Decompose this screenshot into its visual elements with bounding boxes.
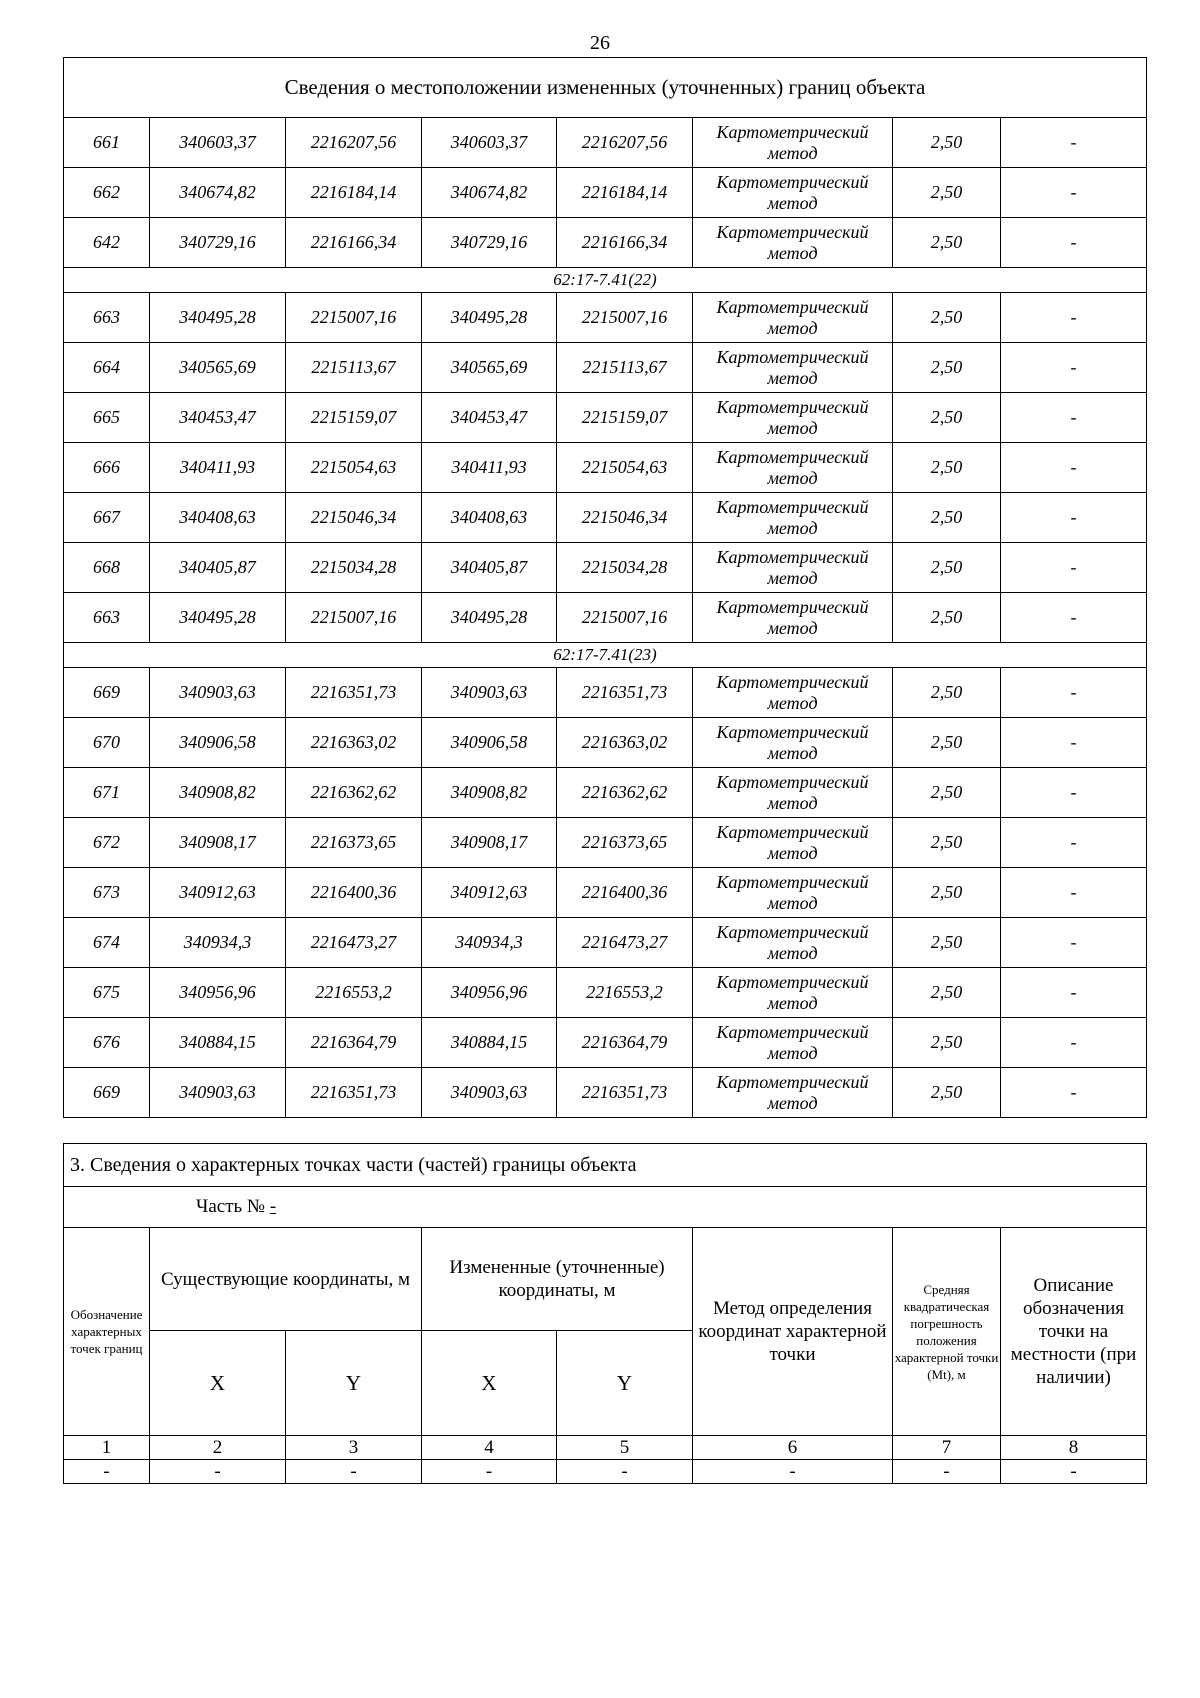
changed-x-cell: 340729,16 <box>422 218 557 268</box>
changed-y-cell: 2215007,16 <box>557 293 693 343</box>
mt-value-cell: 2,50 <box>893 218 1001 268</box>
empty-cell: - <box>557 1460 693 1484</box>
existing-x-cell: 340908,82 <box>150 768 286 818</box>
mt-value-cell: 2,50 <box>893 543 1001 593</box>
point-number-cell: 668 <box>64 543 150 593</box>
existing-y-cell: 2216362,62 <box>286 768 422 818</box>
column-number-row <box>64 1436 1147 1460</box>
description-cell: - <box>1001 968 1147 1018</box>
mt-value-cell: 2,50 <box>893 343 1001 393</box>
description-cell: - <box>1001 218 1147 268</box>
empty-cell: - <box>422 1460 557 1484</box>
group-header-row <box>64 643 1147 668</box>
changed-x-cell: 340408,63 <box>422 493 557 543</box>
table-row <box>64 443 1147 493</box>
changed-y-cell: 2215007,16 <box>557 593 693 643</box>
description-cell: - <box>1001 768 1147 818</box>
changed-y-cell: 2216351,73 <box>557 1068 693 1118</box>
method-cell: Картометрический метод <box>693 868 893 918</box>
table-row <box>64 168 1147 218</box>
point-number-cell: 670 <box>64 718 150 768</box>
mt-value-cell: 2,50 <box>893 1018 1001 1068</box>
mt-value-cell: 2,50 <box>893 668 1001 718</box>
method-cell: Картометрический метод <box>693 593 893 643</box>
changed-x-cell: 340674,82 <box>422 168 557 218</box>
changed-y-cell: 2215054,63 <box>557 443 693 493</box>
changed-x-cell: 340453,47 <box>422 393 557 443</box>
mt-value-cell: 2,50 <box>893 393 1001 443</box>
header-existing-y: Y <box>286 1331 422 1436</box>
table-row <box>64 818 1147 868</box>
point-number-cell: 663 <box>64 593 150 643</box>
changed-x-cell: 340908,82 <box>422 768 557 818</box>
changed-y-cell: 2216364,79 <box>557 1018 693 1068</box>
existing-x-cell: 340906,58 <box>150 718 286 768</box>
header-changed-coords: Измененные (уточненные) координаты, м <box>422 1228 693 1331</box>
table-row <box>64 343 1147 393</box>
method-cell: Картометрический метод <box>693 668 893 718</box>
table-row <box>64 868 1147 918</box>
table-row <box>64 118 1147 168</box>
point-number-cell: 671 <box>64 768 150 818</box>
part-points-table <box>63 1143 1147 1484</box>
method-cell: Картометрический метод <box>693 168 893 218</box>
point-number-cell: 642 <box>64 218 150 268</box>
changed-y-cell: 2216473,27 <box>557 918 693 968</box>
table-row <box>64 768 1147 818</box>
mt-value-cell: 2,50 <box>893 918 1001 968</box>
boundary-coordinates-table <box>63 57 1147 1118</box>
changed-x-cell: 340495,28 <box>422 593 557 643</box>
point-number-cell: 665 <box>64 393 150 443</box>
header-changed-x: X <box>422 1331 557 1436</box>
point-number-cell: 661 <box>64 118 150 168</box>
section-3-title: 3. Сведения о характерных точках части (частей) границы объекта <box>64 1144 1147 1187</box>
changed-y-cell: 2216351,73 <box>557 668 693 718</box>
mt-value-cell: 2,50 <box>893 968 1001 1018</box>
description-cell: - <box>1001 593 1147 643</box>
method-cell: Картометрический метод <box>693 118 893 168</box>
existing-y-cell: 2216373,65 <box>286 818 422 868</box>
empty-cell: - <box>693 1460 893 1484</box>
changed-x-cell: 340908,17 <box>422 818 557 868</box>
description-cell: - <box>1001 543 1147 593</box>
existing-y-cell: 2215054,63 <box>286 443 422 493</box>
empty-cell: - <box>64 1460 150 1484</box>
mt-value-cell: 2,50 <box>893 868 1001 918</box>
mt-value-cell: 2,50 <box>893 493 1001 543</box>
changed-y-cell: 2216362,62 <box>557 768 693 818</box>
mt-value-cell: 2,50 <box>893 168 1001 218</box>
description-cell: - <box>1001 1018 1147 1068</box>
mt-value-cell: 2,50 <box>893 293 1001 343</box>
table-row <box>64 393 1147 443</box>
column-number: 6 <box>693 1436 893 1460</box>
description-cell: - <box>1001 443 1147 493</box>
changed-x-cell: 340495,28 <box>422 293 557 343</box>
empty-data-row <box>64 1460 1147 1484</box>
existing-x-cell: 340674,82 <box>150 168 286 218</box>
existing-x-cell: 340405,87 <box>150 543 286 593</box>
description-cell: - <box>1001 293 1147 343</box>
changed-y-cell: 2216207,56 <box>557 118 693 168</box>
existing-y-cell: 2215007,16 <box>286 293 422 343</box>
table-title: Сведения о местоположении измененных (уточненных) границ объекта <box>64 58 1147 118</box>
method-cell: Картометрический метод <box>693 718 893 768</box>
changed-x-cell: 340912,63 <box>422 868 557 918</box>
existing-x-cell: 340903,63 <box>150 668 286 718</box>
mt-value-cell: 2,50 <box>893 818 1001 868</box>
point-number-cell: 669 <box>64 668 150 718</box>
description-cell: - <box>1001 168 1147 218</box>
changed-x-cell: 340603,37 <box>422 118 557 168</box>
existing-x-cell: 340411,93 <box>150 443 286 493</box>
column-number: 4 <box>422 1436 557 1460</box>
existing-x-cell: 340912,63 <box>150 868 286 918</box>
table-row <box>64 918 1147 968</box>
method-cell: Картометрический метод <box>693 768 893 818</box>
part-value: - <box>269 1196 277 1217</box>
existing-y-cell: 2215034,28 <box>286 543 422 593</box>
empty-cell: - <box>286 1460 422 1484</box>
mt-value-cell: 2,50 <box>893 768 1001 818</box>
existing-y-cell: 2215159,07 <box>286 393 422 443</box>
changed-y-cell: 2216363,02 <box>557 718 693 768</box>
method-cell: Картометрический метод <box>693 918 893 968</box>
changed-y-cell: 2216166,34 <box>557 218 693 268</box>
description-cell: - <box>1001 1068 1147 1118</box>
description-cell: - <box>1001 343 1147 393</box>
mt-value-cell: 2,50 <box>893 443 1001 493</box>
column-number: 7 <box>893 1436 1001 1460</box>
changed-y-cell: 2216373,65 <box>557 818 693 868</box>
mt-value-cell: 2,50 <box>893 118 1001 168</box>
group-label: 62:17-7.41(23) <box>64 643 1147 668</box>
existing-y-cell: 2216351,73 <box>286 668 422 718</box>
part-number-row <box>64 1187 1147 1228</box>
table-row <box>64 718 1147 768</box>
existing-x-cell: 340934,3 <box>150 918 286 968</box>
header-changed-y: Y <box>557 1331 693 1436</box>
changed-x-cell: 340405,87 <box>422 543 557 593</box>
description-cell: - <box>1001 918 1147 968</box>
table-row <box>64 668 1147 718</box>
existing-y-cell: 2216553,2 <box>286 968 422 1018</box>
existing-x-cell: 340565,69 <box>150 343 286 393</box>
existing-x-cell: 340903,63 <box>150 1068 286 1118</box>
point-number-cell: 663 <box>64 293 150 343</box>
part-label: Часть № <box>196 1196 266 1217</box>
header-description: Описание обозначения точки на местности (при наличии) <box>1001 1228 1147 1436</box>
method-cell: Картометрический метод <box>693 443 893 493</box>
existing-y-cell: 2216166,34 <box>286 218 422 268</box>
method-cell: Картометрический метод <box>693 968 893 1018</box>
method-cell: Картометрический метод <box>693 1018 893 1068</box>
existing-x-cell: 340729,16 <box>150 218 286 268</box>
changed-y-cell: 2215113,67 <box>557 343 693 393</box>
existing-y-cell: 2216400,36 <box>286 868 422 918</box>
changed-y-cell: 2216553,2 <box>557 968 693 1018</box>
point-number-cell: 662 <box>64 168 150 218</box>
existing-x-cell: 340908,17 <box>150 818 286 868</box>
method-cell: Картометрический метод <box>693 1068 893 1118</box>
existing-y-cell: 2215007,16 <box>286 593 422 643</box>
column-number: 2 <box>150 1436 286 1460</box>
description-cell: - <box>1001 818 1147 868</box>
existing-y-cell: 2216364,79 <box>286 1018 422 1068</box>
existing-x-cell: 340884,15 <box>150 1018 286 1068</box>
changed-y-cell: 2215159,07 <box>557 393 693 443</box>
description-cell: - <box>1001 493 1147 543</box>
header-method: Метод определения координат характерной точки <box>693 1228 893 1436</box>
changed-x-cell: 340411,93 <box>422 443 557 493</box>
empty-cell: - <box>150 1460 286 1484</box>
changed-x-cell: 340884,15 <box>422 1018 557 1068</box>
method-cell: Картометрический метод <box>693 493 893 543</box>
group-label: 62:17-7.41(22) <box>64 268 1147 293</box>
existing-y-cell: 2216473,27 <box>286 918 422 968</box>
table-row <box>64 1068 1147 1118</box>
point-number-cell: 667 <box>64 493 150 543</box>
point-number-cell: 676 <box>64 1018 150 1068</box>
existing-y-cell: 2216351,73 <box>286 1068 422 1118</box>
changed-y-cell: 2215046,34 <box>557 493 693 543</box>
table-row <box>64 1018 1147 1068</box>
changed-x-cell: 340934,3 <box>422 918 557 968</box>
existing-y-cell: 2216184,14 <box>286 168 422 218</box>
point-number-cell: 675 <box>64 968 150 1018</box>
empty-cell: - <box>893 1460 1001 1484</box>
method-cell: Картометрический метод <box>693 543 893 593</box>
method-cell: Картометрический метод <box>693 293 893 343</box>
mt-value-cell: 2,50 <box>893 593 1001 643</box>
existing-x-cell: 340956,96 <box>150 968 286 1018</box>
point-number-cell: 666 <box>64 443 150 493</box>
empty-cell: - <box>1001 1460 1147 1484</box>
description-cell: - <box>1001 718 1147 768</box>
page-number: 26 <box>590 32 610 54</box>
description-cell: - <box>1001 118 1147 168</box>
point-number-cell: 672 <box>64 818 150 868</box>
header-point-designation: Обозначение характерных точек границ <box>64 1228 150 1436</box>
changed-x-cell: 340903,63 <box>422 668 557 718</box>
table-row <box>64 593 1147 643</box>
changed-x-cell: 340906,58 <box>422 718 557 768</box>
mt-value-cell: 2,50 <box>893 718 1001 768</box>
description-cell: - <box>1001 393 1147 443</box>
existing-x-cell: 340453,47 <box>150 393 286 443</box>
changed-y-cell: 2216184,14 <box>557 168 693 218</box>
table-row <box>64 493 1147 543</box>
existing-y-cell: 2216363,02 <box>286 718 422 768</box>
description-cell: - <box>1001 668 1147 718</box>
point-number-cell: 664 <box>64 343 150 393</box>
existing-x-cell: 340603,37 <box>150 118 286 168</box>
header-existing-x: X <box>150 1331 286 1436</box>
existing-y-cell: 2215046,34 <box>286 493 422 543</box>
table-row <box>64 218 1147 268</box>
point-number-cell: 674 <box>64 918 150 968</box>
mt-value-cell: 2,50 <box>893 1068 1001 1118</box>
changed-y-cell: 2215034,28 <box>557 543 693 593</box>
existing-y-cell: 2215113,67 <box>286 343 422 393</box>
column-number: 5 <box>557 1436 693 1460</box>
point-number-cell: 673 <box>64 868 150 918</box>
column-number: 1 <box>64 1436 150 1460</box>
group-header-row <box>64 268 1147 293</box>
description-cell: - <box>1001 868 1147 918</box>
existing-y-cell: 2216207,56 <box>286 118 422 168</box>
changed-x-cell: 340956,96 <box>422 968 557 1018</box>
changed-x-cell: 340565,69 <box>422 343 557 393</box>
existing-x-cell: 340495,28 <box>150 293 286 343</box>
existing-x-cell: 340495,28 <box>150 593 286 643</box>
changed-x-cell: 340903,63 <box>422 1068 557 1118</box>
header-mt: Средняя квадратическая погрешность положения характерной точки (Mt), м <box>893 1228 1001 1436</box>
method-cell: Картометрический метод <box>693 818 893 868</box>
table-row <box>64 543 1147 593</box>
header-existing-coords: Существующие координаты, м <box>150 1228 422 1331</box>
point-number-cell: 669 <box>64 1068 150 1118</box>
column-number: 3 <box>286 1436 422 1460</box>
table-row <box>64 293 1147 343</box>
method-cell: Картометрический метод <box>693 218 893 268</box>
method-cell: Картометрический метод <box>693 343 893 393</box>
existing-x-cell: 340408,63 <box>150 493 286 543</box>
method-cell: Картометрический метод <box>693 393 893 443</box>
changed-y-cell: 2216400,36 <box>557 868 693 918</box>
column-number: 8 <box>1001 1436 1147 1460</box>
table-row <box>64 968 1147 1018</box>
